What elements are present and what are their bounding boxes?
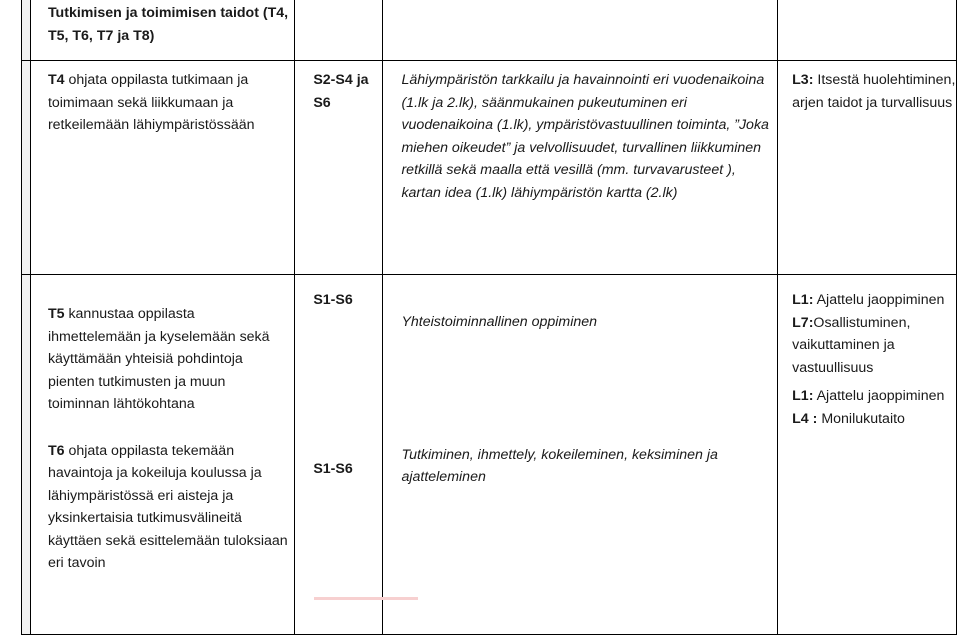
margin-cell <box>22 275 31 635</box>
goal-code: T4 <box>47 72 65 88</box>
goal-cell <box>30 275 294 635</box>
competence-code: L3: <box>792 72 814 88</box>
areas-text: S2-S4 ja S6 <box>313 72 369 111</box>
empty-cell <box>383 0 778 61</box>
content-cell: Lähiympäristön tarkkailu ja havainnointi eri vuodenaikoina (1.lk ja 2.lk), säänmukainen pukeutuminen eri vuodenaikoina (1.lk), ympäristövastuullinen toiminta, ”Joka miehen oikeudet” ja velvollisuudet, turvallinen liikkuminen retkillä sekä maalla että vesillä (mm. turvavarusteet ), kartan idea (1.lk) lähiympäristön kartta (2.lk) <box>383 61 778 275</box>
curriculum-table <box>21 0 957 635</box>
goal-t5 <box>48 289 290 416</box>
empty-cell <box>295 0 383 61</box>
competence-cell <box>778 61 957 275</box>
goal-code: T5 <box>47 306 65 322</box>
margin-cell <box>22 0 31 61</box>
goal-code: T6 <box>47 442 65 459</box>
competence-text: Ajattelu jaoppiminen <box>816 388 945 404</box>
decorative-divider <box>314 597 418 600</box>
competence-text: Ajattelu jaoppiminen <box>816 292 945 308</box>
areas-text: S1-S6 <box>313 460 353 477</box>
goal-text: ohjata oppilasta tutkimaan ja toimimaan sekä liikkumaan ja retkeilemään lähiympäristössään <box>47 72 255 133</box>
table-row <box>22 61 957 275</box>
areas-cell <box>295 275 383 635</box>
content-text: Yhteistoiminnallinen oppiminen <box>401 314 598 330</box>
content-cell <box>383 275 778 635</box>
goal-cell <box>30 61 294 275</box>
empty-cell <box>778 0 957 61</box>
competence-text: Osallistuminen, vaikuttaminen ja vastuullisuus <box>792 314 911 376</box>
section-title: Tutkimisen ja toimimisen taidot (T4, T5, T6, T7 ja T8) <box>30 0 294 61</box>
areas-text: S1-S6 <box>313 292 353 308</box>
competence-text: Monilukutaito <box>821 410 905 427</box>
table-row <box>22 275 957 635</box>
goal-text: kannustaa oppilasta ihmettelemään ja kyselemään sekä käyttämään yhteisiä pohdintoja pienten tutkimusten ja muun toiminnan lähtökohtana <box>47 306 270 412</box>
competence-block <box>792 275 956 379</box>
goal-t6 <box>48 440 290 575</box>
competence-code: L4 : <box>792 410 818 427</box>
competence-block <box>792 385 956 430</box>
competence-cell <box>778 275 957 635</box>
competence-code: L7: <box>792 314 814 331</box>
competence-code: L1: <box>792 292 814 308</box>
content-text: Tutkiminen, ihmettely, kokeileminen, keksiminen ja ajatteleminen <box>401 446 718 485</box>
competence-text: Itsestä huolehtiminen, arjen taidot ja turvallisuus <box>792 72 956 111</box>
areas-cell <box>295 61 383 275</box>
goal-text: ohjata oppilasta tekemään havaintoja ja kokeiluja koulussa ja lähiympäristössä eri aisteja ja yksinkertaisia tutkimusvälineitä käyttäen sekä esittelemään tuloksiaan eri tavoin <box>47 442 288 571</box>
competence-code: L1: <box>792 388 814 404</box>
margin-cell <box>22 61 31 275</box>
table-header-row <box>22 0 957 61</box>
